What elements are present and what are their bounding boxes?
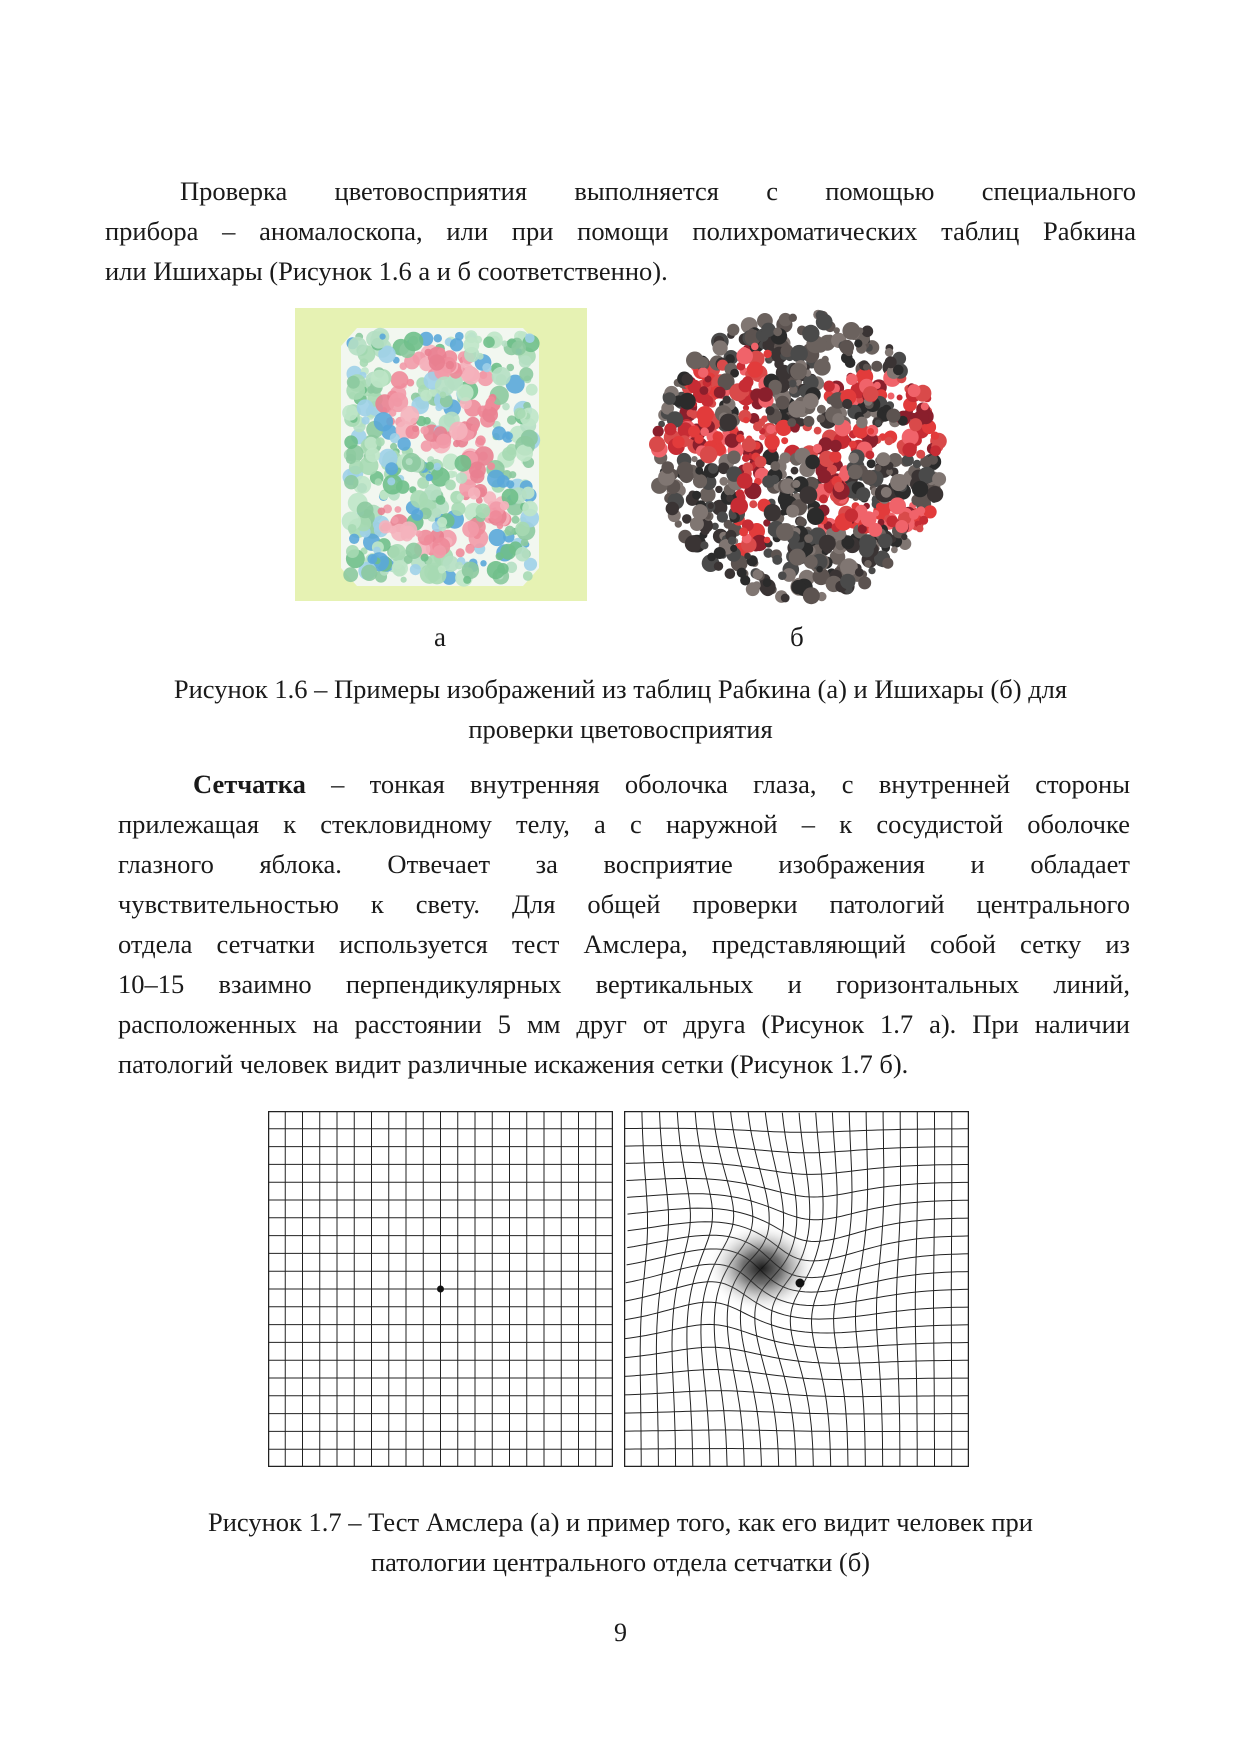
intro-line-1: Проверка цветовосприятия выполняется с помощью специального bbox=[180, 176, 1136, 206]
retina-paragraph bbox=[118, 764, 1130, 1084]
figure-label-b: б bbox=[790, 622, 804, 652]
retina-line-5: отдела сетчатки используется тест Амслера, представляющий собой сетку из bbox=[118, 929, 1130, 959]
page-number: 9 bbox=[614, 1618, 627, 1647]
retina-line-1 bbox=[118, 764, 1130, 804]
amsler-grid-image bbox=[268, 1111, 613, 1467]
retina-line-2: прилежащая к стекловидному телу, а с наружной – к сосудистой оболочке bbox=[118, 809, 1130, 839]
caption-line-2: проверки цветовосприятия bbox=[468, 714, 773, 744]
retina-line-8: патологий человек видит различные искажения сетки (Рисунок 1.7 б). bbox=[118, 1049, 909, 1079]
retina-line-6: 10–15 взаимно перпендикулярных вертикальных и горизонтальных линий, bbox=[118, 969, 1130, 999]
figure-1-7-caption bbox=[0, 1502, 1241, 1582]
intro-line-2: прибора – аномалоскопа, или при помощи полихроматических таблиц Рабкина bbox=[105, 216, 1136, 246]
caption-line-1: Рисунок 1.6 – Примеры изображений из таблиц Рабкина (а) и Ишихары (б) для bbox=[173, 674, 1068, 704]
caption-line-1: Рисунок 1.7 – Тест Амслера (а) и пример того, как его видит человек при bbox=[208, 1507, 1033, 1537]
ishihara-plate-image bbox=[648, 305, 950, 607]
intro-paragraph bbox=[105, 171, 1136, 291]
retina-line-7: расположенных на расстоянии 5 мм друг от друга (Рисунок 1.7 а). При наличии bbox=[118, 1009, 1130, 1039]
intro-line-3: или Ишихары (Рисунок 1.6 а и б соответственно). bbox=[105, 256, 668, 286]
rabkin-plate-image bbox=[295, 308, 587, 601]
amsler-distorted-grid-image bbox=[624, 1111, 969, 1467]
retina-term: Сетчатка bbox=[193, 769, 306, 799]
retina-line-3: глазного яблока. Отвечает за восприятие изображения и обладает bbox=[118, 849, 1130, 879]
figure-1-6-caption bbox=[0, 669, 1241, 749]
caption-line-2: патологии центрального отдела сетчатки (б) bbox=[370, 1547, 871, 1577]
retina-line-1-text: – тонкая внутренняя оболочка глаза, с внутренней стороны bbox=[305, 769, 1130, 799]
figure-label-a: а bbox=[434, 622, 446, 652]
retina-line-4: чувствительностью к свету. Для общей проверки патологий центрального bbox=[118, 889, 1130, 919]
